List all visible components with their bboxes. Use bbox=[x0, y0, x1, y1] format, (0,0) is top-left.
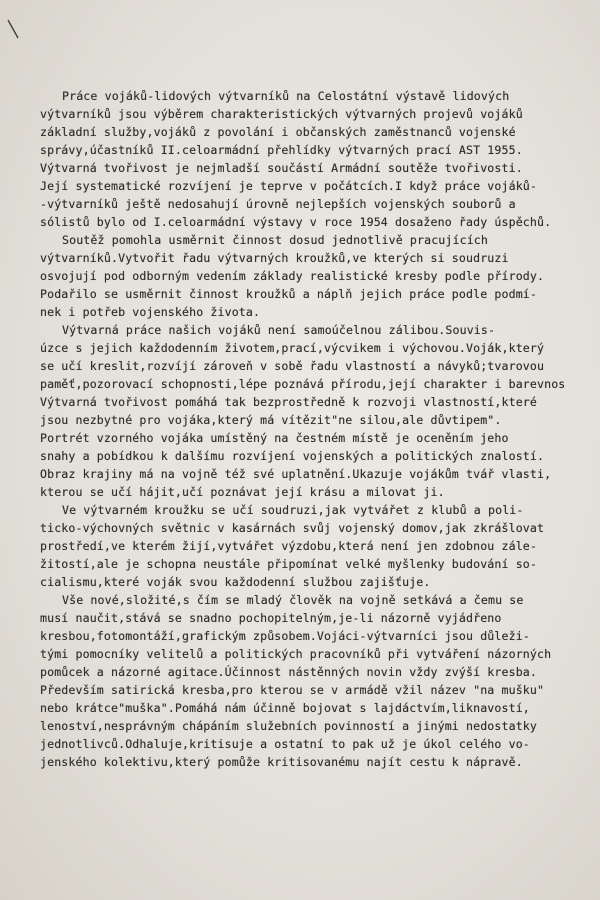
text-line: výtvarníků.Vytvořit řadu výtvarných kroužků,ve kterých si soudruzi bbox=[40, 251, 509, 265]
text-line: Soutěž pomohla usměrnit činnost dosud jednotlivě pracujících bbox=[62, 233, 489, 247]
text-line: cialismu,které voják svou každodenní službou zajišťuje. bbox=[40, 575, 431, 589]
text-line: jednotlivců.Odhaluje,kritisuje a ostatní to pak už je úkol celého vo- bbox=[40, 737, 530, 751]
text-line: Výtvarná tvořivost pomáhá tak bezprostředně k rozvoji vlastností,které bbox=[40, 395, 538, 409]
text-line: Obraz krajiny má na vojně též své uplatnění.Ukazuje vojákům tvář vlasti, bbox=[40, 467, 552, 481]
text-line: Podařilo se usměrnit činnost kroužků a náplň jejich práce podle podmí- bbox=[40, 287, 538, 301]
text-line: musí naučit,stává se snadno pochopitelným,je-li názorně vyjádřeno bbox=[40, 611, 502, 625]
text-line: Portrét vzorného vojáka umístěný na čestném místě je oceněním jeho bbox=[40, 431, 509, 445]
text-line: lenoství,nesprávným chápáním služebních povinností a jinými nedostatky bbox=[40, 719, 538, 733]
text-line: snahy a pobídkou k dalšímu rozvíjení vojenských a politických znalostí. bbox=[40, 449, 545, 463]
text-line: jsou nezbytné pro vojáka,který má vítězit"ne silou,ale důvtipem". bbox=[40, 413, 502, 427]
text-line: se učí kreslit,rozvíjí zároveň v sobě řadu vlastností a návyků;tvarovou bbox=[40, 359, 545, 373]
text-line: úzce s jejich každodenním životem,prací,výcvikem i výchovou.Voják,který bbox=[40, 341, 545, 355]
text-line: tými pomocníky velitelů a politických pracovníků při vytváření názorných bbox=[40, 647, 552, 661]
text-line: -výtvarníků ještě nedosahují úrovně nejlepších vojenských souborů a bbox=[40, 197, 516, 211]
text-line: prostředí,ve kterém žijí,vytvářet výzdobu,která není jen zdobnou zále- bbox=[40, 539, 538, 553]
text-line: kresbou,fotomontáží,grafickým způsobem.Vojáci-výtvarníci jsou důleži- bbox=[40, 629, 530, 643]
text-line: Vše nové,složité,s čím se mladý člověk na vojně setkává a čemu se bbox=[62, 593, 524, 607]
pencil-stroke-mark bbox=[6, 18, 20, 40]
text-line: nek i potřeb vojenského života. bbox=[40, 305, 261, 319]
text-line: ticko-výchovných světnic v kasárnách svůj vojenský domov,jak zkrášlovat bbox=[40, 521, 545, 535]
text-line: Její systematické rozvíjení je teprve v počátcích.I když práce vojáků- bbox=[40, 179, 538, 193]
text-line: správy,účastníků II.celoarmádní přehlídky výtvarných prací AST 1955. bbox=[40, 143, 523, 157]
text-line: jenského kolektivu,který pomůže kritisovanému najít cestu k nápravě. bbox=[40, 755, 523, 769]
text-line: Výtvarná tvořivost je nejmladší součástí Armádní soutěže tvořivosti. bbox=[40, 161, 523, 175]
text-line: pomůcek a názorné agitace.Účinnost nástěnných novin vždy zvýší kresba. bbox=[40, 665, 538, 679]
text-line: Ve výtvarném kroužku se učí soudruzi,jak vytvářet z klubů a poli- bbox=[62, 503, 524, 517]
text-line: kterou se učí hájit,učí poznávat její krásu a milovat ji. bbox=[40, 485, 445, 499]
text-line: paměť,pozorovací schopnosti,lépe poznává přírodu,její charakter i barevnos bbox=[40, 377, 566, 391]
text-line: nebo krátce"muška".Pomáhá nám účinně bojovat s lajdáctvím,liknavostí, bbox=[40, 701, 530, 715]
text-line: sólistů bylo od I.celoarmádní výstavy v roce 1954 dosaženo řady úspěchů. bbox=[40, 215, 552, 229]
text-line: základní služby,vojáků z povolání i občanských zaměstnanců vojenské bbox=[40, 125, 516, 139]
text-line: Především satirická kresba,pro kterou se v armádě vžil název "na mušku" bbox=[40, 683, 545, 697]
text-line: Práce vojáků-lidových výtvarníků na Celostátní výstavě lidových bbox=[62, 89, 510, 103]
text-line: výtvarníků jsou výběrem charakteristických výtvarných projevů vojáků bbox=[40, 107, 523, 121]
text-line: osvojují pod odborným vedením základy realistické kresby podle přírody. bbox=[40, 269, 545, 283]
text-line: žitostí,ale je schopna neustále připomínat velké myšlenky budování so- bbox=[40, 557, 538, 571]
text-line: Výtvarná práce našich vojáků není samoúčelnou zálibou.Souvis- bbox=[62, 323, 496, 337]
